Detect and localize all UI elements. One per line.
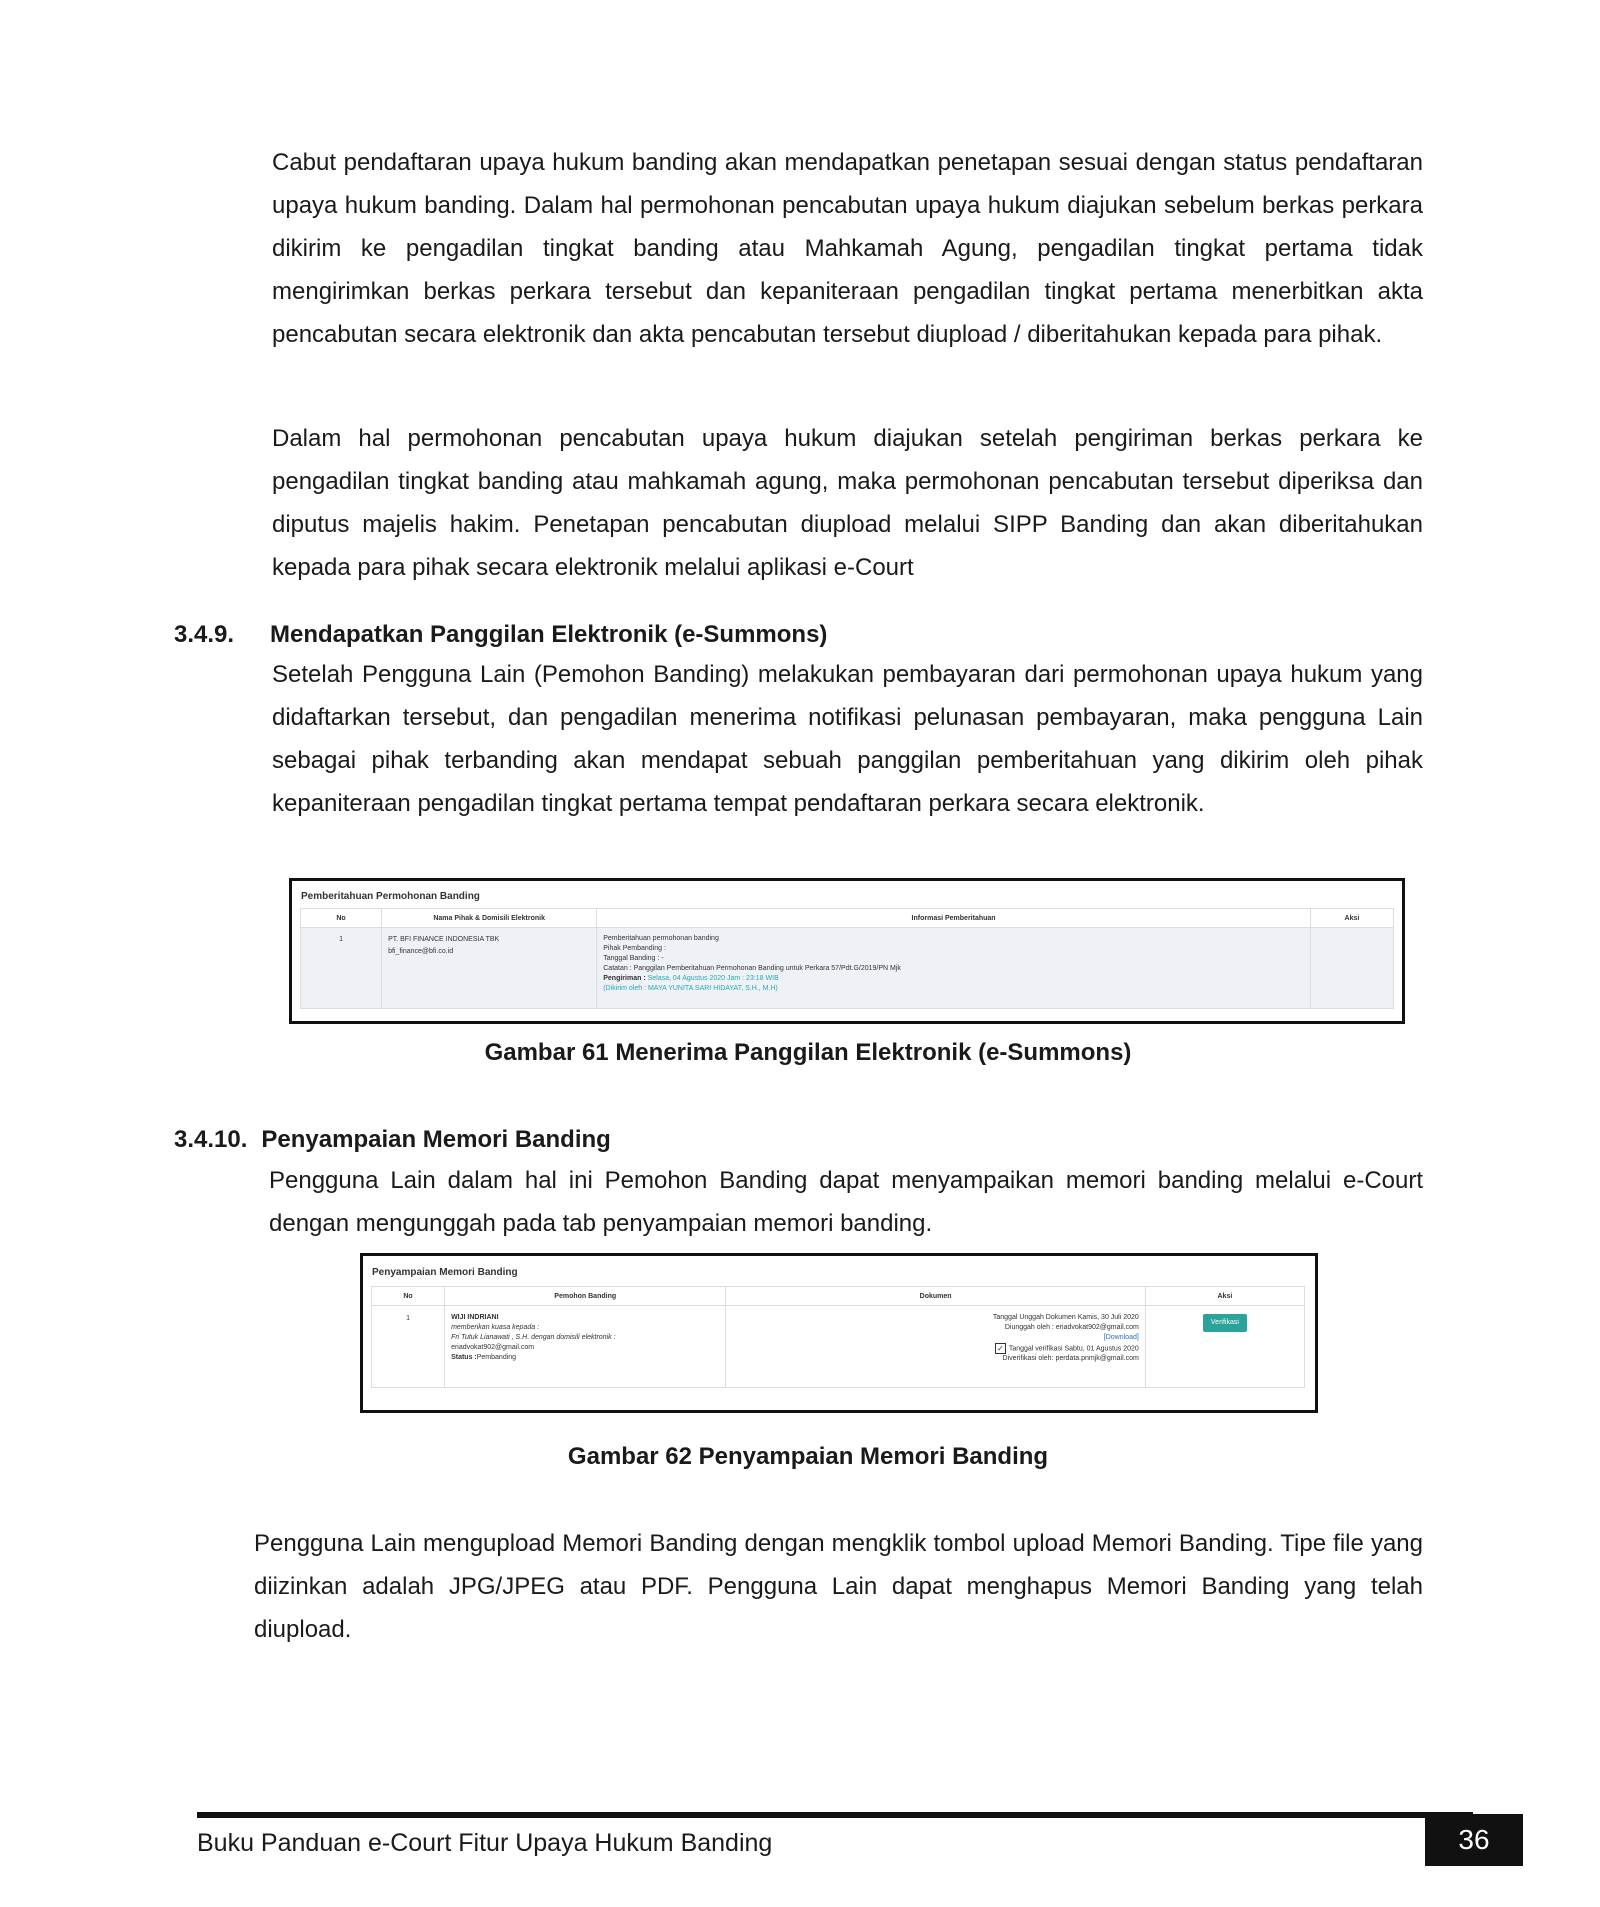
verification-line xyxy=(732,1343,1138,1354)
footer-title: Buku Panduan e-Court Fitur Upaya Hukum Banding xyxy=(197,1829,773,1857)
row-number: 1 xyxy=(372,1306,445,1388)
paragraph-memori-banding: Pengguna Lain dalam hal ini Pemohon Banding dapat menyampaikan memori banding melalui e-Court dengan mengunggah pada tab penyampaian memori banding. xyxy=(269,1167,1423,1237)
column-header-aksi: Aksi xyxy=(1145,1287,1304,1306)
download-link[interactable]: [Download] xyxy=(1103,1334,1139,1341)
action-cell xyxy=(1145,1306,1304,1388)
info-line: Pihak Pembanding : xyxy=(603,945,666,952)
status-value: Pembanding xyxy=(476,1354,517,1361)
column-header-no: No xyxy=(372,1287,445,1306)
column-header-informasi: Informasi Pemberitahuan xyxy=(597,909,1311,928)
info-line: Catatan : Panggilan Pemberitahuan Permohonan Banding untuk Perkara 57/Pdt.G/2019/PN Mjk xyxy=(603,965,901,972)
page-number: 36 xyxy=(1425,1814,1523,1866)
section-number: 3.4.10. xyxy=(174,1126,248,1153)
panel-title: Penyampaian Memori Banding xyxy=(372,1267,518,1278)
figure-caption-61: Gambar 61 Menerima Panggilan Elektronik (e-Summons) xyxy=(484,1039,1132,1066)
info-line: Pemberitahuan permohonan banding xyxy=(603,935,719,942)
dokumen-cell xyxy=(726,1306,1145,1388)
paragraph-cabut-pendaftaran: Cabut pendaftaran upaya hukum banding akan mendapatkan penetapan sesuai dengan status pendaftaran upaya hukum banding. Dalam hal permohonan pencabutan upaya hukum diajukan sebelum berkas perkara dikirim ke pengadilan tingkat banding atau Mahkamah Agung, pengadilan tingkat pertama tidak mengirimkan berkas perkara tersebut dan kepaniteraan pengadilan tingkat pertama menerbitkan akta pencabutan secara elektronik dan akta pencabutan tersebut diupload / diberitahukan kepada para pihak. xyxy=(272,149,1423,348)
kuasa-name: Fri Tutuk Lianawati , S.H. dengan domisili elektronik : xyxy=(451,1334,616,1341)
table-row xyxy=(372,1306,1305,1388)
upload-date: Tanggal Unggah Dokumen Kamis, 30 Juli 2020 xyxy=(992,1314,1139,1321)
section-number: 3.4.9. xyxy=(174,621,235,648)
row-number: 1 xyxy=(301,928,382,1009)
verifikasi-button[interactable]: Verifikasi xyxy=(1203,1314,1247,1332)
column-header-dokumen: Dokumen xyxy=(726,1287,1145,1306)
paragraph-pencabutan-setelah-pengiriman: Dalam hal permohonan pencabutan upaya hukum diajukan setelah pengiriman berkas perkara ke pengadilan tingkat banding atau mahkamah agung, maka permohonan pencabutan tersebut diperiksa dan diputus majelis hakim. Penetapan pencabutan diupload melalui SIPP Banding dan akan diberitahukan kepada para pihak secara elektronik melalui aplikasi e-Court xyxy=(272,425,1423,581)
table-row xyxy=(301,928,1394,1009)
info-cell xyxy=(597,928,1311,1009)
pemberitahuan-table xyxy=(300,908,1394,1009)
pemohon-email: eriadvokat902@gmail.com xyxy=(451,1344,535,1351)
section-title: Mendapatkan Panggilan Elektronik (e-Summons) xyxy=(270,621,828,648)
panel-title: Pemberitahuan Permohonan Banding xyxy=(301,891,480,902)
pengiriman-line xyxy=(603,974,1304,984)
column-header-no: No xyxy=(301,909,382,928)
status-line xyxy=(451,1353,719,1363)
column-header-nama-pihak: Nama Pihak & Domisili Elektronik xyxy=(382,909,597,928)
kuasa-label: memberikan kuasa kepada : xyxy=(451,1324,540,1331)
party-email: bfi_finance@bfi.co.id xyxy=(388,948,454,955)
column-header-pemohon: Pemohon Banding xyxy=(445,1287,726,1306)
section-heading-3-4-10 xyxy=(174,1125,611,1155)
figure-penyampaian-memori-banding xyxy=(360,1253,1318,1413)
pemohon-cell xyxy=(445,1306,726,1388)
uploaded-by: Diunggah oleh : eriadvokat902@gmail.com xyxy=(1004,1324,1139,1331)
party-name: PT. BFI FINANCE INDONESIA TBK xyxy=(388,936,500,943)
checkbox-checked-icon: ✓ xyxy=(995,1343,1006,1354)
action-cell xyxy=(1310,928,1393,1009)
verified-by: Diverifikasi oleh: perdata.pnmjk@gmail.com xyxy=(1002,1355,1139,1363)
paragraph-upload-memori: Pengguna Lain mengupload Memori Banding dengan mengklik tombol upload Memori Banding. Tipe file yang diizinkan adalah JPG/JPEG atau PDF. Pengguna Lain dapat menghapus Memori Banding yang telah diupload. xyxy=(254,1530,1423,1643)
pengiriman-label: Pengiriman : xyxy=(603,975,646,982)
verification-date: Tanggal verifikasi Sabtu, 01 Agustus 2020 xyxy=(1008,1345,1139,1353)
section-title: Penyampaian Memori Banding xyxy=(261,1126,611,1153)
party-cell xyxy=(382,928,597,1009)
figure-caption-62: Gambar 62 Penyampaian Memori Banding xyxy=(567,1443,1049,1470)
paragraph-e-summons: Setelah Pengguna Lain (Pemohon Banding) melakukan pembayaran dari permohonan upaya hukum yang didaftarkan tersebut, dan pengadilan menerima notifikasi pelunasan pembayaran, maka pengguna Lain sebagai pihak terbanding akan mendapat sebuah panggilan pemberitahuan yang dikirim oleh pihak kepaniteraan pengadilan tingkat pertama tempat pendaftaran perkara secara elektronik. xyxy=(272,661,1423,817)
dikirim-oleh: (Dikirim oleh : MAYA YUNITA SARI HIDAYAT, S.H., M.H) xyxy=(603,985,778,992)
footer-rule xyxy=(197,1812,1473,1818)
pemohon-name: WIJI INDRIANI xyxy=(451,1314,499,1321)
info-line: Tanggal Banding : - xyxy=(603,955,664,962)
pengiriman-value: Selasa, 04 Agustus 2020 Jam : 23:18 WIB xyxy=(647,975,779,982)
figure-pemberitahuan-permohonan-banding xyxy=(289,878,1405,1024)
status-label: Status : xyxy=(451,1354,477,1361)
memori-banding-table xyxy=(371,1286,1305,1388)
column-header-aksi: Aksi xyxy=(1310,909,1393,928)
